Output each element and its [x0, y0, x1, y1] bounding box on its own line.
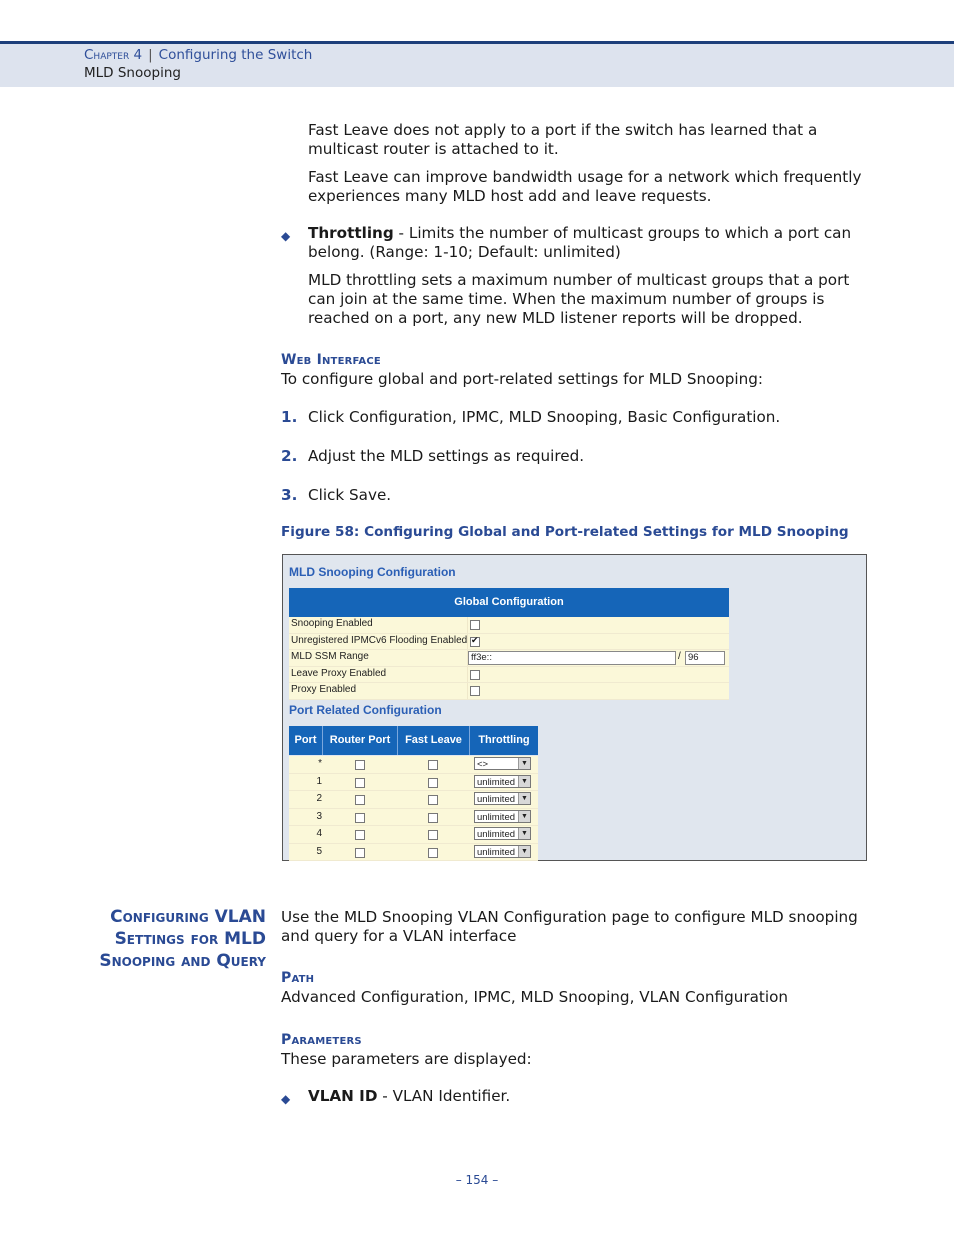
- chapter-title: Configuring the Switch: [158, 47, 313, 63]
- step-1-number: 1.: [281, 408, 298, 426]
- bullet-diamond-icon: ◆: [281, 229, 291, 243]
- vlan-id-desc: - VLAN Identifier.: [377, 1087, 511, 1105]
- throttling-value: unlimited: [477, 794, 516, 805]
- side-heading-line-1: Configuring VLAN: [110, 907, 266, 927]
- para-throttling: [308, 224, 868, 262]
- para-throttling-detail: MLD throttling sets a maximum number of multicast groups that a port can join at the same time. When the maximum number of groups is reached on a port, any new MLD listener reports will be dropped.: [308, 271, 850, 327]
- figure-screenshot: [282, 554, 867, 861]
- web-interface-text: To configure global and port-related settings for MLD Snooping:: [281, 370, 763, 388]
- chevron-down-icon: ▼: [518, 776, 530, 787]
- param-vlan-id: [308, 1087, 868, 1106]
- ssm-range-length-input[interactable]: 96: [685, 651, 725, 665]
- chevron-down-icon: ▼: [518, 811, 530, 822]
- global-row-leave-proxy: [289, 667, 729, 684]
- side-heading-line-2: Settings for MLD: [114, 929, 266, 949]
- header-section: MLD Snooping: [84, 65, 181, 81]
- table-row: [289, 826, 538, 844]
- table-row: [289, 756, 538, 774]
- global-row-proxy: [289, 683, 729, 700]
- leave-proxy-checkbox[interactable]: [470, 670, 480, 680]
- table-row: [289, 809, 538, 827]
- col-header-fast-leave: Fast Leave: [398, 726, 470, 755]
- throttling-select[interactable]: [474, 775, 531, 788]
- throttling-select[interactable]: [474, 810, 531, 823]
- vlan-id-term: VLAN ID: [308, 1087, 378, 1105]
- global-row-ssm-range: [289, 650, 729, 667]
- port-number: 4: [316, 828, 322, 839]
- global-row-label: Proxy Enabled: [291, 684, 357, 696]
- port-number: 5: [316, 845, 322, 857]
- port-number: 2: [316, 793, 322, 804]
- router-port-checkbox[interactable]: [355, 813, 365, 823]
- global-row-label: Snooping Enabled: [291, 618, 373, 629]
- router-port-checkbox[interactable]: [355, 778, 365, 788]
- router-port-checkbox[interactable]: [355, 795, 365, 805]
- global-config-table: [289, 588, 729, 700]
- chevron-down-icon: ▼: [518, 758, 530, 769]
- parameters-text: These parameters are displayed:: [281, 1050, 532, 1068]
- col-header-port: Port: [289, 726, 323, 755]
- col-header-throttling: Throttling: [470, 726, 538, 755]
- chevron-down-icon: ▼: [518, 793, 530, 804]
- step-2-text: Adjust the MLD settings as required.: [308, 447, 585, 465]
- path-heading: Path: [281, 970, 315, 986]
- fast-leave-checkbox[interactable]: [428, 795, 438, 805]
- chapter-label: Chapter 4: [84, 47, 143, 63]
- throttling-select[interactable]: [474, 757, 531, 770]
- throttling-term: Throttling: [308, 224, 394, 242]
- throttling-value: unlimited: [477, 811, 516, 823]
- para-fast-leave-router: Fast Leave does not apply to a port if the switch has learned that a multicast router is attached to it.: [308, 121, 818, 158]
- global-row-snooping: [289, 617, 729, 634]
- proxy-enabled-checkbox[interactable]: [470, 686, 480, 696]
- global-config-header: Global Configuration: [289, 588, 729, 617]
- ssm-range-prefix-input[interactable]: ff3e::: [468, 651, 676, 665]
- web-interface-heading: Web Interface: [281, 352, 381, 368]
- throttling-select[interactable]: [474, 827, 531, 840]
- global-row-label: Unregistered IPMCv6 Flooding Enabled: [291, 634, 468, 646]
- section-side-heading: [99, 906, 266, 972]
- chevron-down-icon: ▼: [518, 846, 530, 857]
- throttling-select[interactable]: [474, 792, 531, 805]
- ssm-range-separator: /: [678, 651, 681, 663]
- snooping-enabled-checkbox[interactable]: [470, 620, 480, 630]
- router-port-checkbox[interactable]: [355, 848, 365, 858]
- port-number: 1: [316, 775, 322, 787]
- fast-leave-checkbox[interactable]: [428, 830, 438, 840]
- page-header: [0, 41, 954, 87]
- fast-leave-checkbox[interactable]: [428, 778, 438, 788]
- port-number: *: [318, 758, 322, 769]
- throttling-select[interactable]: [474, 845, 531, 858]
- throttling-value: unlimited: [477, 829, 516, 840]
- throttling-desc: - Limits the number of multicast groups to which a port can belong. (Range: 1-10; Default: unlimited): [308, 224, 852, 261]
- router-port-checkbox[interactable]: [355, 760, 365, 770]
- bullet-diamond-icon: ◆: [281, 1092, 291, 1106]
- port-number: 3: [316, 810, 322, 822]
- flooding-enabled-checkbox[interactable]: [470, 637, 480, 647]
- table-row: [289, 844, 538, 862]
- table-row: [289, 791, 538, 809]
- router-port-checkbox[interactable]: [355, 830, 365, 840]
- para-fast-leave-bandwidth: Fast Leave can improve bandwidth usage for a network which frequently experiences many MLD host add and leave requests.: [308, 168, 862, 205]
- global-row-label: MLD SSM Range: [291, 651, 369, 663]
- global-row-flooding: [289, 634, 729, 651]
- col-header-router-port: Router Port: [323, 726, 398, 755]
- side-heading-line-3: Snooping and Query: [99, 951, 266, 971]
- fast-leave-checkbox[interactable]: [428, 760, 438, 770]
- chevron-down-icon: ▼: [518, 828, 530, 839]
- throttling-value: <>: [477, 759, 489, 770]
- path-text: Advanced Configuration, IPMC, MLD Snooping, VLAN Configuration: [281, 988, 788, 1006]
- table-row: [289, 774, 538, 792]
- section-intro: Use the MLD Snooping VLAN Configuration page to configure MLD snooping and query for a VLAN interface: [281, 908, 858, 945]
- header-separator: |: [148, 47, 153, 63]
- fast-leave-checkbox[interactable]: [428, 848, 438, 858]
- step-3-number: 3.: [281, 486, 298, 504]
- page-number: – 154 –: [455, 1173, 499, 1187]
- step-2-number: 2.: [281, 447, 298, 465]
- fast-leave-checkbox[interactable]: [428, 813, 438, 823]
- figure-caption: Figure 58: Configuring Global and Port-related Settings for MLD Snooping: [281, 524, 849, 540]
- step-3-text: Click Save.: [308, 486, 392, 504]
- global-row-label: Leave Proxy Enabled: [291, 667, 387, 679]
- parameters-heading: Parameters: [281, 1032, 362, 1048]
- step-1-text: Click Configuration, IPMC, MLD Snooping, Basic Configuration.: [308, 408, 781, 426]
- throttling-value: unlimited: [477, 776, 516, 788]
- port-config-title: Port Related Configuration: [289, 703, 442, 717]
- throttling-value: unlimited: [477, 846, 516, 858]
- figure-title: MLD Snooping Configuration: [289, 565, 456, 579]
- header-line-1: [84, 47, 312, 63]
